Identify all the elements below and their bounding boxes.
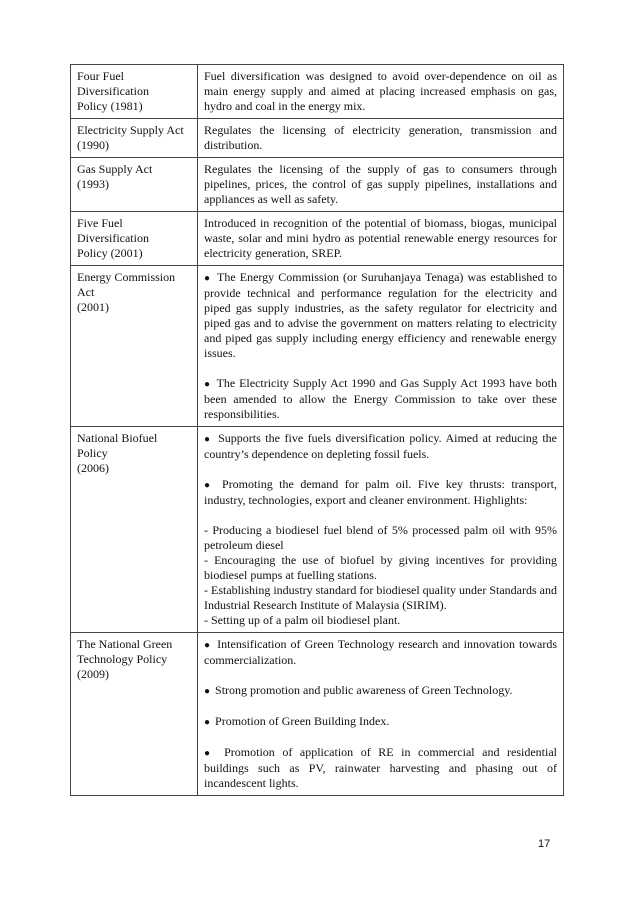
policy-description-cell xyxy=(198,119,564,158)
policy-name-cell xyxy=(71,158,198,212)
policy-name-line: Policy (1981) xyxy=(77,99,143,113)
bullet-text: The Energy Commission (or Suruhanjaya Tenaga) was established to provide technical and performance regulation for the electricity and piped gas supply industries, as the safety regulator for electricity and piped gas and to advise the government on matters relating to electricity and piped gas supply including energy efficiency and renewable energy issues. xyxy=(204,270,557,360)
policy-name-cell xyxy=(71,633,198,796)
policy-name-cell xyxy=(71,65,198,119)
policy-description-cell xyxy=(198,427,564,633)
bullet-icon: ● xyxy=(204,480,214,491)
table-row xyxy=(71,266,564,427)
policy-name-line: (2001) xyxy=(77,300,109,314)
bullet-point xyxy=(204,477,557,508)
policy-name-cell xyxy=(71,427,198,633)
policy-name-cell xyxy=(71,266,198,427)
table-row xyxy=(71,427,564,633)
policy-name-line: (2009) xyxy=(77,667,109,681)
bullet-point xyxy=(204,376,557,422)
policy-description-cell xyxy=(198,266,564,427)
table-row xyxy=(71,119,564,158)
bullet-text: Strong promotion and public awareness of Green Technology. xyxy=(215,683,513,697)
policy-name-line: Energy Commission xyxy=(77,270,176,284)
policy-name-line: Policy (2001) xyxy=(77,246,143,260)
bullet-icon: ● xyxy=(204,379,211,390)
policy-description-cell xyxy=(198,65,564,119)
bullet-text: Intensification of Green Technology research and innovation towards commercialization. xyxy=(204,637,558,667)
policy-description: Introduced in recognition of the potential of biomass, biogas, municipal waste, solar and mini hydro as potential renewable energy resources for electricity generation, SREP. xyxy=(204,216,557,260)
policy-description-cell xyxy=(198,158,564,212)
highlight-item: - Encouraging the use of biofuel by giving incentives for providing biodiesel pumps at fuelling stations. xyxy=(204,553,557,582)
bullet-point xyxy=(204,683,557,699)
table-row xyxy=(71,633,564,796)
policy-name-line: (1990) xyxy=(77,138,109,152)
policy-name-line: Technology Policy xyxy=(77,652,168,666)
bullet-text: Promotion of application of RE in commercial and residential buildings such as PV, rainwater harvesting and phasing out of incandescent lights. xyxy=(204,745,558,790)
policy-description: Regulates the licensing of the supply of gas to consumers through pipelines, prices, the control of gas supply pipelines, installations and appliances as well as safety. xyxy=(204,162,557,206)
bullet-icon: ● xyxy=(204,273,212,284)
policy-name-line: (2006) xyxy=(77,461,109,475)
bullet-icon: ● xyxy=(204,434,212,445)
policy-name-line: National Biofuel xyxy=(77,431,158,445)
policy-name-line: Diversification xyxy=(77,231,149,245)
highlight-item: - Establishing industry standard for biodiesel quality under Standards and Industrial Research Institute of Malaysia (SIRIM). xyxy=(204,583,557,612)
bullet-icon: ● xyxy=(204,640,212,651)
policy-description-cell xyxy=(198,212,564,266)
highlight-item: - Setting up of a palm oil biodiesel plant. xyxy=(204,613,401,627)
bullet-icon: ● xyxy=(204,717,211,728)
policy-name-line: The National Green xyxy=(77,637,173,651)
policy-name-line: Five Fuel xyxy=(77,216,123,230)
bullet-point xyxy=(204,745,557,791)
policy-name-cell xyxy=(71,119,198,158)
highlight-item: - Producing a biodiesel fuel blend of 5% processed palm oil with 95% petroleum diesel xyxy=(204,523,557,552)
policy-name-line: Gas Supply Act xyxy=(77,162,153,176)
policy-name-line: Policy xyxy=(77,446,108,460)
policy-name-cell xyxy=(71,212,198,266)
page-number: 17 xyxy=(538,838,551,850)
bullet-icon: ● xyxy=(204,686,211,697)
bullet-icon: ● xyxy=(204,748,215,759)
bullet-point xyxy=(204,637,557,668)
policy-name-line: Act xyxy=(77,285,95,299)
policy-name-line: Electricity Supply Act xyxy=(77,123,184,137)
table-row xyxy=(71,158,564,212)
policy-name-line: (1993) xyxy=(77,177,109,191)
policy-description-cell xyxy=(198,633,564,796)
bullet-text: Promotion of Green Building Index. xyxy=(215,714,390,728)
policy-description: Regulates the licensing of electricity generation, transmission and distribution. xyxy=(204,123,557,152)
policy-table xyxy=(70,64,564,796)
bullet-point xyxy=(204,270,557,361)
bullet-point xyxy=(204,714,557,730)
policy-name-line: Four Fuel xyxy=(77,69,125,83)
policy-name-line: Diversification xyxy=(77,84,149,98)
bullet-text: Supports the five fuels diversification policy. Aimed at reducing the country’s dependence on depleting fossil fuels. xyxy=(204,431,557,461)
table-row xyxy=(71,65,564,119)
table-row xyxy=(71,212,564,266)
bullet-text: Promoting the demand for palm oil. Five key thrusts: transport, industry, technologies, export and cleaner environment. Highlights: xyxy=(204,477,557,507)
bullet-text: The Electricity Supply Act 1990 and Gas Supply Act 1993 have both been amended to allow the Energy Commission to take over these responsibilities. xyxy=(204,376,557,421)
policy-description: Fuel diversification was designed to avoid over-dependence on oil as main energy supply and aimed at placing increased emphasis on gas, hydro and coal in the energy mix. xyxy=(204,69,557,113)
bullet-point xyxy=(204,431,557,462)
